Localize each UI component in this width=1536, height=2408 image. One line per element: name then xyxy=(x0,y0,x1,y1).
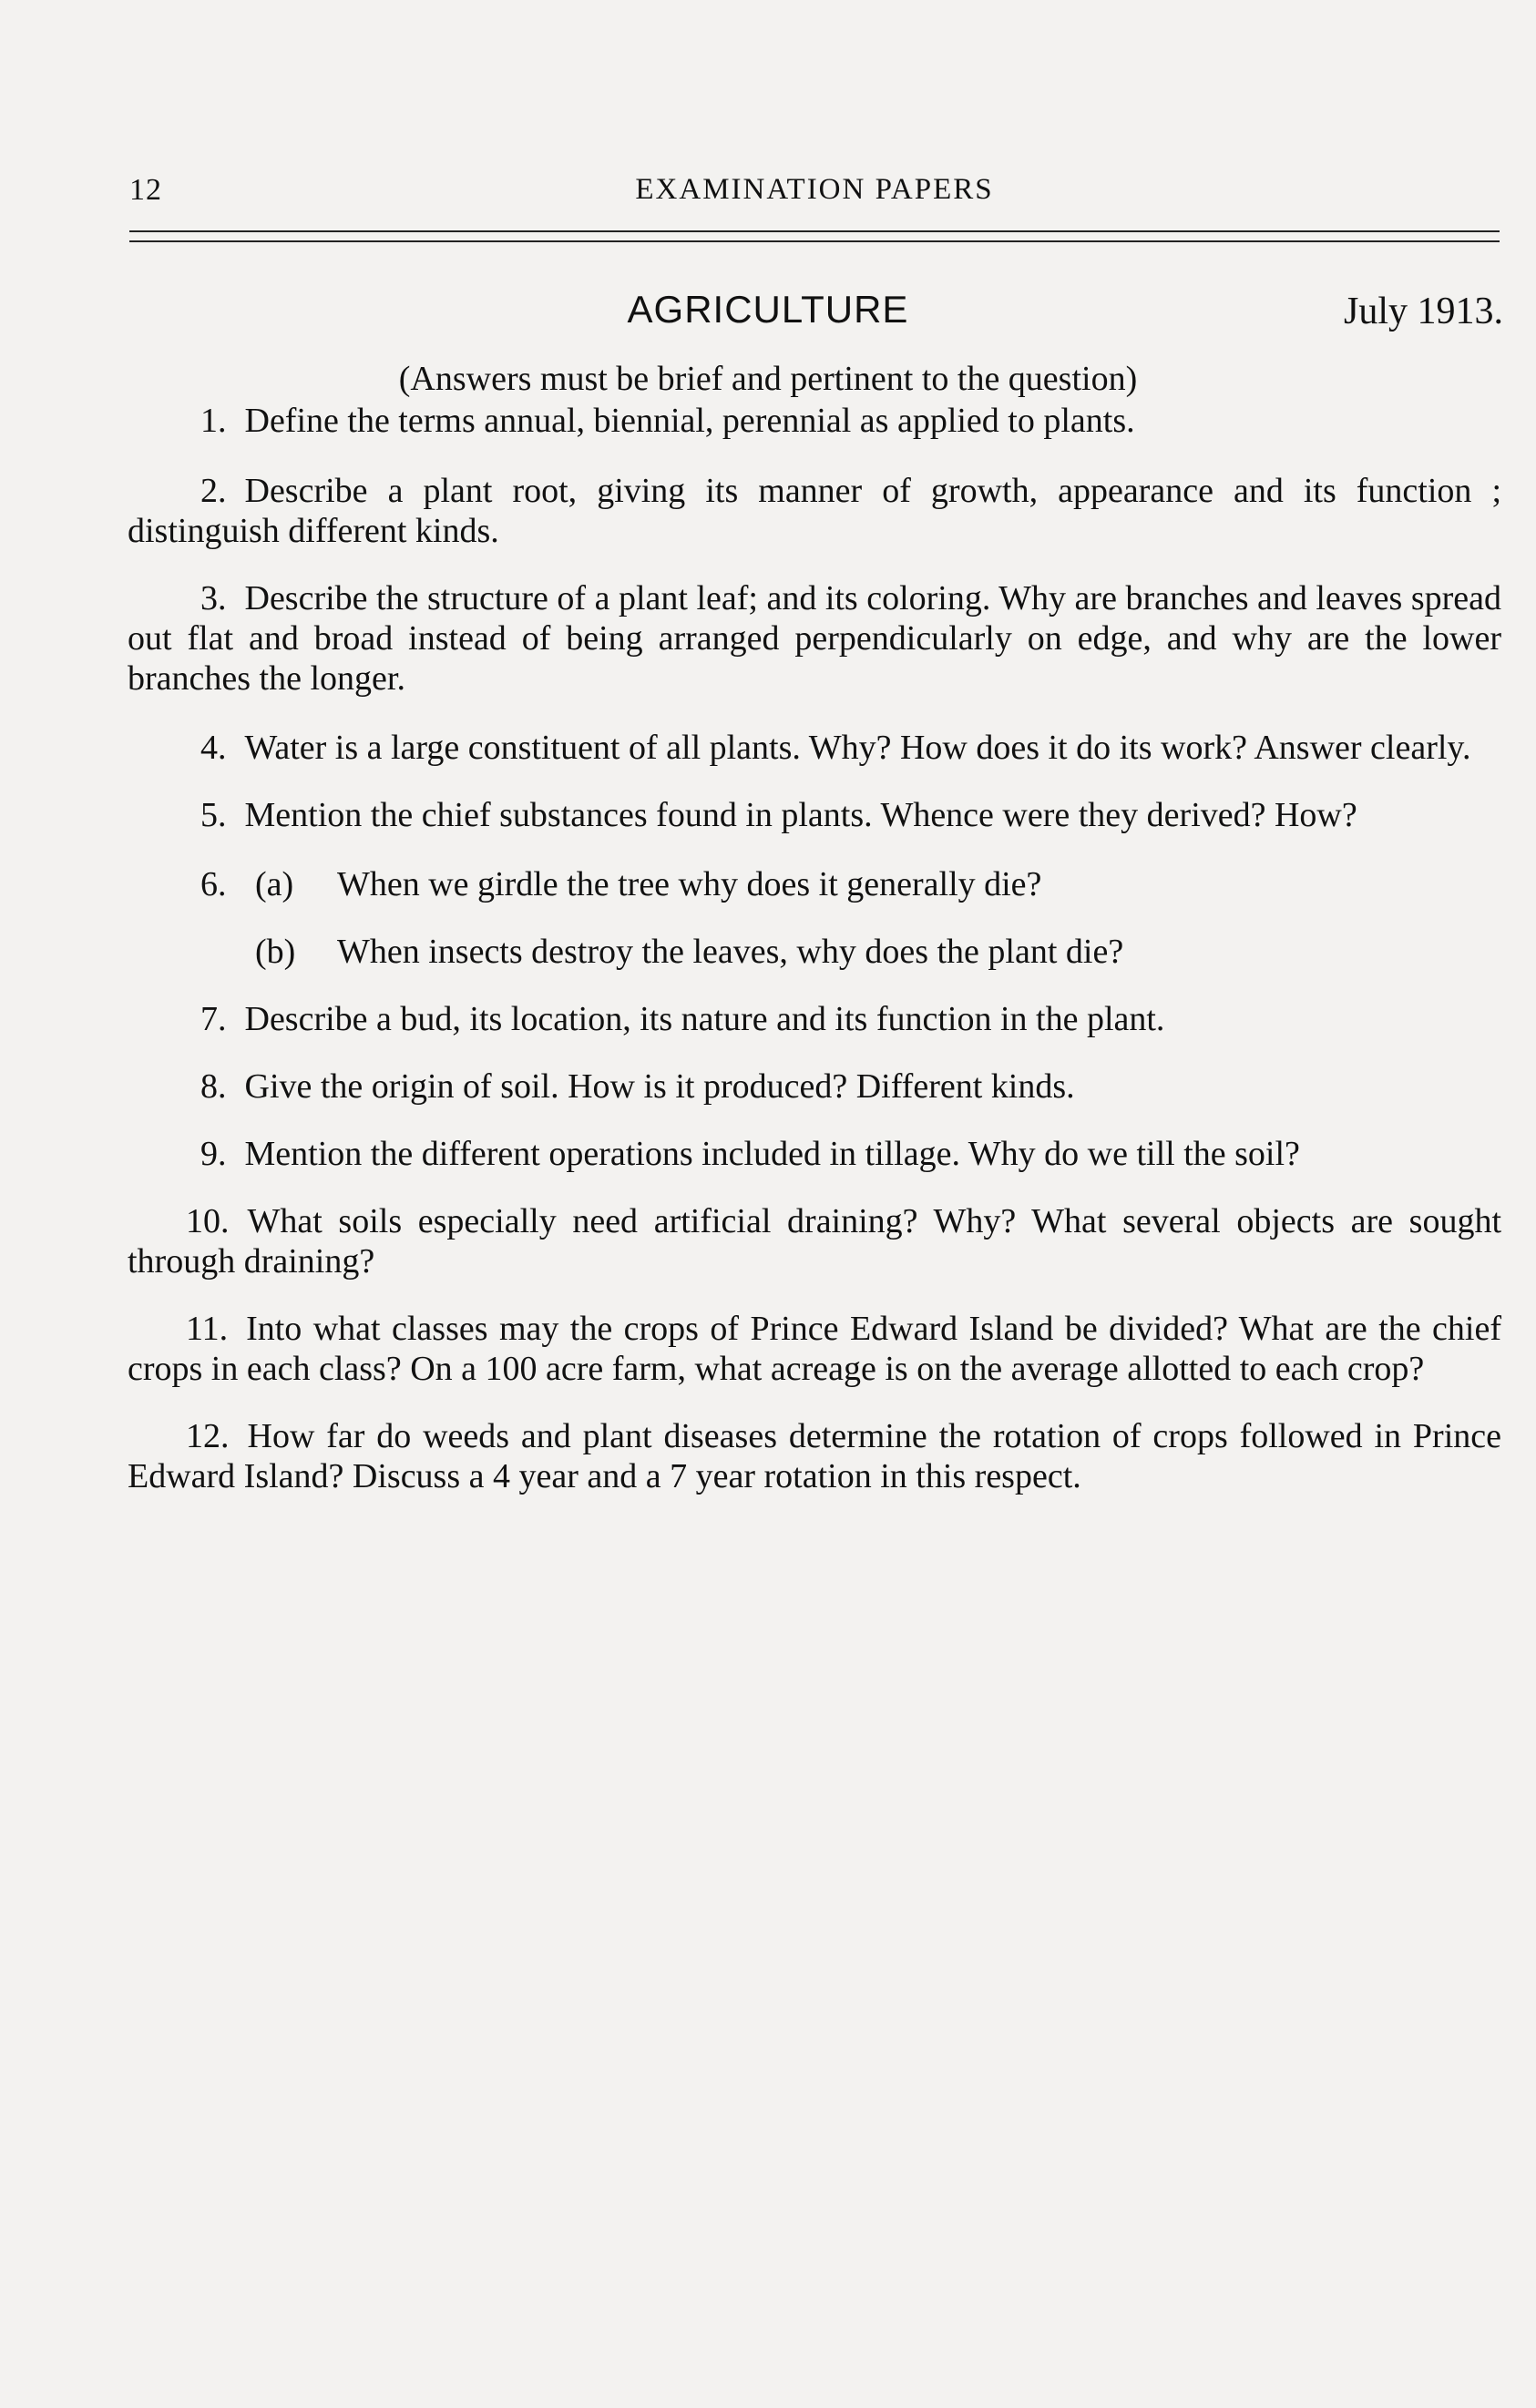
question-12 xyxy=(128,1416,1501,1496)
part-label: (b) xyxy=(255,933,296,971)
question-text: What soils especially need artificial draining? Why? What several objects are sought through draining? xyxy=(128,1202,1501,1281)
question-text: Mention the different operations included in tillage. Why do we till the soil? xyxy=(244,1135,1300,1173)
question-11 xyxy=(128,1309,1501,1389)
question-number: 8. xyxy=(200,1067,227,1106)
question-number: 7. xyxy=(200,1000,227,1038)
question-text: How far do weeds and plant diseases determine the rotation of crops followed in Prince Edward Island? Discuss a 4 year and a 7 year rotation in this respect. xyxy=(128,1417,1501,1495)
question-text: Give the origin of soil. How is it produced? Different kinds. xyxy=(244,1067,1075,1106)
question-10 xyxy=(128,1201,1501,1281)
question-number: 11. xyxy=(186,1310,229,1348)
question-text: Water is a large constituent of all plants. Why? How does it do its work? Answer clearly. xyxy=(244,729,1471,767)
question-text: Describe a plant root, giving its manner of growth, appearance and its function ; distinguish different kinds. xyxy=(128,472,1501,550)
running-title: EXAMINATION PAPERS xyxy=(635,173,994,206)
running-header xyxy=(129,173,1500,219)
subject-title: AGRICULTURE xyxy=(627,288,909,331)
question-number: 6. xyxy=(200,865,227,903)
question-number: 10. xyxy=(186,1202,230,1240)
question-number: 3. xyxy=(200,579,227,617)
part-text: When we girdle the tree why does it generally die? xyxy=(337,865,1042,903)
header-rule xyxy=(129,230,1500,232)
question-1 xyxy=(128,401,1501,441)
question-text: Into what classes may the crops of Prince Edward Island be divided? What are the chief crops in each class? On a 100 acre farm, what acreage is on the average allotted to each crop? xyxy=(128,1310,1501,1388)
question-number: 9. xyxy=(200,1135,227,1173)
instructions: (Answers must be brief and pertinent to the question) xyxy=(398,360,1138,398)
question-9 xyxy=(128,1134,1501,1174)
question-5 xyxy=(128,795,1501,835)
question-text: Define the terms annual, biennial, perennial as applied to plants. xyxy=(244,402,1135,440)
question-number: 1. xyxy=(200,402,227,440)
question-7 xyxy=(128,999,1501,1039)
question-number: 4. xyxy=(200,729,227,767)
exam-date: July 1913. xyxy=(1343,291,1503,332)
header-rule xyxy=(129,240,1500,242)
question-number: 2. xyxy=(200,472,227,510)
question-number: 5. xyxy=(200,796,227,834)
part-text: When insects destroy the leaves, why does the plant die? xyxy=(337,933,1124,971)
question-text: Describe the structure of a plant leaf; and its coloring. Why are branches and leaves spread out flat and broad instead of being arranged perpendicularly on edge, and why are the lower branches the longer. xyxy=(128,579,1501,698)
page-number: 12 xyxy=(129,173,162,207)
question-text: Mention the chief substances found in plants. Whence were they derived? How? xyxy=(244,796,1357,834)
question-8 xyxy=(128,1066,1501,1107)
question-6a xyxy=(128,864,1501,904)
part-label: (a) xyxy=(255,865,294,903)
question-6b xyxy=(128,932,1501,972)
question-2 xyxy=(128,471,1501,551)
question-number: 12. xyxy=(186,1417,230,1455)
question-4 xyxy=(128,728,1501,768)
question-3 xyxy=(128,578,1501,699)
question-text: Describe a bud, its location, its nature and its function in the plant. xyxy=(244,1000,1165,1038)
question-list xyxy=(128,401,1501,1496)
